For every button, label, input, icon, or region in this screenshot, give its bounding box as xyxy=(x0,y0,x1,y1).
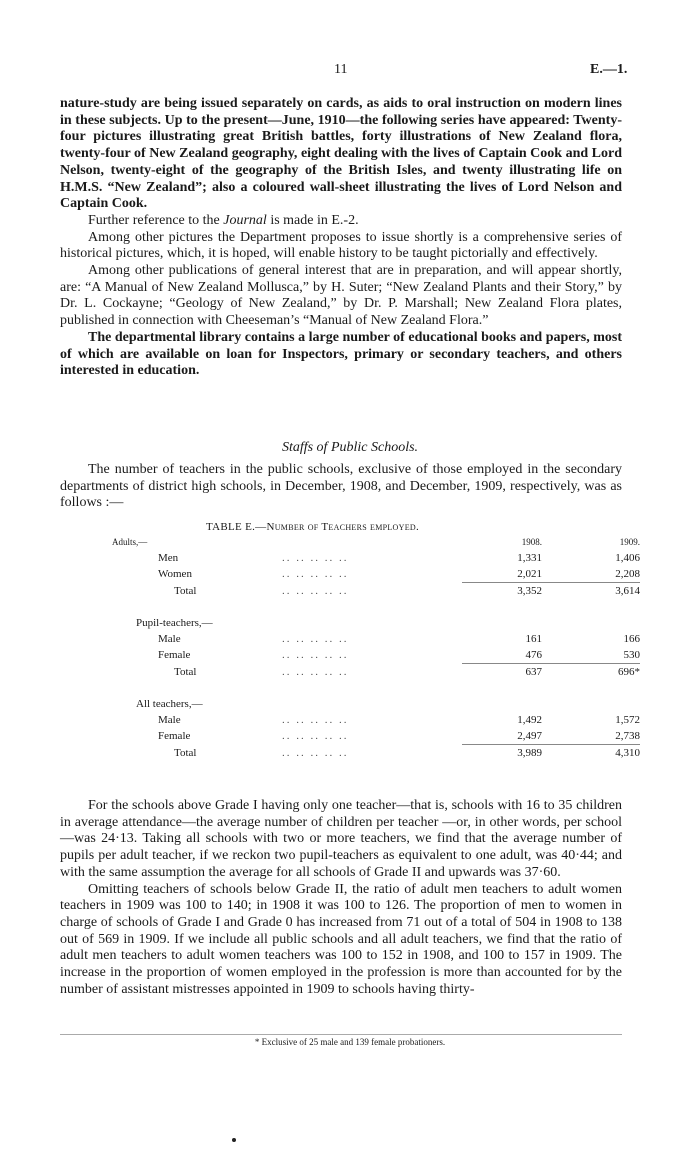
table-cell: 637 xyxy=(462,664,550,681)
paragraph: Further reference to the Journal is made in E.-2. xyxy=(88,212,359,228)
page-header xyxy=(0,62,700,82)
paragraph: The departmental library contains a large number of educational books and papers, most of which are available on loan for Inspectors, primary or secondary teachers, and others interested in education. xyxy=(60,329,622,379)
table-cell: 4,310 xyxy=(550,745,640,762)
document-reference: E.—1. xyxy=(590,62,628,77)
table-cell: 1,572 xyxy=(615,714,640,726)
table-title-prefix: TABLE E.— xyxy=(206,521,267,533)
table-cell: 161 xyxy=(525,633,542,645)
paragraph: Among other pictures the Department proposes to issue shortly is a comprehensive series of historical pictures, which, it is hoped, will enable history to be taught pictorially and effectively. xyxy=(60,229,622,262)
table-cell: 696* xyxy=(550,664,640,681)
table-row-label: Female xyxy=(158,730,191,743)
intro-text xyxy=(60,462,622,512)
page-mark xyxy=(232,1138,236,1142)
table-row-label: Men xyxy=(158,552,179,564)
paragraph: For the schools above Grade I having only one teacher—that is, schools with 16 to 35 children in average attendance—the average number of children per teacher —or, in other words, per school—was 24·13. Taking all schools with two or more teachers, we find that the average number of pupils per adult teacher, if we reckon two pupil-teachers as equivalent to one adult, was 40·44; and with the same assumption the average for all schools of Grade II and upwards was 37·60. xyxy=(60,798,622,880)
table-cell: 530 xyxy=(623,649,640,661)
paragraph: The number of teachers in the public schools, exclusive of those employed in the secondary departments of district high schools, in December, 1908, and December, 1909, respectively, was as follows :— xyxy=(60,462,622,511)
table-row-label: Adults,— xyxy=(112,537,148,547)
table-row-label: Pupil-teachers,— xyxy=(136,617,213,629)
section-heading: Staffs of Public Schools. xyxy=(281,440,419,455)
table-title-rest: Number of Teachers employed. xyxy=(266,521,420,533)
paragraph: Among other publications of general interest that are in preparation, and will appear shortly, are: “A Manual of New Zealand Mollusca,” by H. Suter; “New Zealand Plants and their Story,” by Dr. L. Cockayne; “Geology of New Zealand,” by Dr. P. Marshall; New Zealand Flora plates, published in connection with Cheeseman’s “Manual of New Zealand Flora.” xyxy=(60,263,622,329)
table-cell: 166 xyxy=(623,633,640,645)
table-row-label: Total xyxy=(174,584,197,597)
page-number: 11 xyxy=(334,62,348,77)
table-row-label: Women xyxy=(158,568,192,581)
table-row-label: Female xyxy=(158,649,191,662)
paragraph: Omitting teachers of schools below Grade II, the ratio of adult men teachers to adult women teachers in 1909 was 100 to 140; in 1908 it was 100 to 126. The proportion of men to women in charge of schools of Grade I and Grade 0 has increased from 71 out of a total of 504 in 1908 to 138 out of 569 in 1909. If we include all public schools and all adult teachers, we find that the ratio of adult men teachers to adult women teachers was 100 to 152 in 1908, and 100 to 157 in 1909. The increase in the proportion of women employed in the profession is more than accounted for by the number of assistant mistresses appointed in 1909 to schools having thirty- xyxy=(60,881,622,997)
table-row-label: Total xyxy=(174,665,197,678)
journal-title: Journal xyxy=(223,212,267,228)
column-header-1908: 1908. xyxy=(521,537,542,547)
paragraph: nature-study are being issued separately on cards, as aids to oral instruction on modern lines in these subjects. Up to the present—June, 1910—the following series have appeared: Twenty-four pictures illustrating great British battles, forty illustrations of New Zealand flora, twenty-four of New Zealand geography, eight dealing with the lives of Captain Cook and Lord Nelson, twenty-eight of the geography of the British Isles, and twenty illustrating life on H.M.S. “New Zealand”; also a coloured wall-sheet illustrating the lives of Lord Nelson and Captain Cook. xyxy=(60,96,622,212)
table-cell: 2,497 xyxy=(517,730,542,742)
table-cell: 2,738 xyxy=(615,730,640,742)
table-cell: 1,406 xyxy=(615,552,640,564)
table-row-label: Male xyxy=(158,633,181,645)
table-cell: 2,208 xyxy=(615,568,640,580)
teachers-table: Adults,— 1908. 1909. Men .. .. .. .. .. 1,331 1,406 Women .. .. .. .. .. 2,021 2,208 Total .. .. .. .. .. 3,352 3,614 Pupil-teachers,— Male .. .. .. .. .. 161 166 Female .. .. .. .. .. 476 530 Total .. .. .. .. .. 637 696* All teachers,— Male .. .. .. .. .. 1,492 1,572 Female .. .. .. .. .. 2,497 2,738 Total .. .. .. .. .. 3,989 4,310 xyxy=(112,534,640,761)
table-cell: 476 xyxy=(525,649,542,661)
table-row-label: Male xyxy=(158,714,181,726)
table-title xyxy=(206,521,419,533)
table-row-label: Total xyxy=(174,746,197,759)
table-cell: 3,614 xyxy=(550,583,640,600)
table-cell: 1,331 xyxy=(517,552,542,564)
table-cell: 2,021 xyxy=(517,568,542,580)
column-header-1909: 1909. xyxy=(619,537,640,547)
footnote: * Exclusive of 25 male and 139 female probationers. xyxy=(254,1037,446,1047)
body-text-top xyxy=(60,96,622,380)
body-text-bottom xyxy=(60,798,622,998)
table-row-label: All teachers,— xyxy=(136,698,203,710)
table-cell: 1,492 xyxy=(517,714,542,726)
table-cell: 3,352 xyxy=(462,583,550,600)
table-cell: 3,989 xyxy=(462,745,550,762)
footnote-divider xyxy=(60,1034,622,1035)
